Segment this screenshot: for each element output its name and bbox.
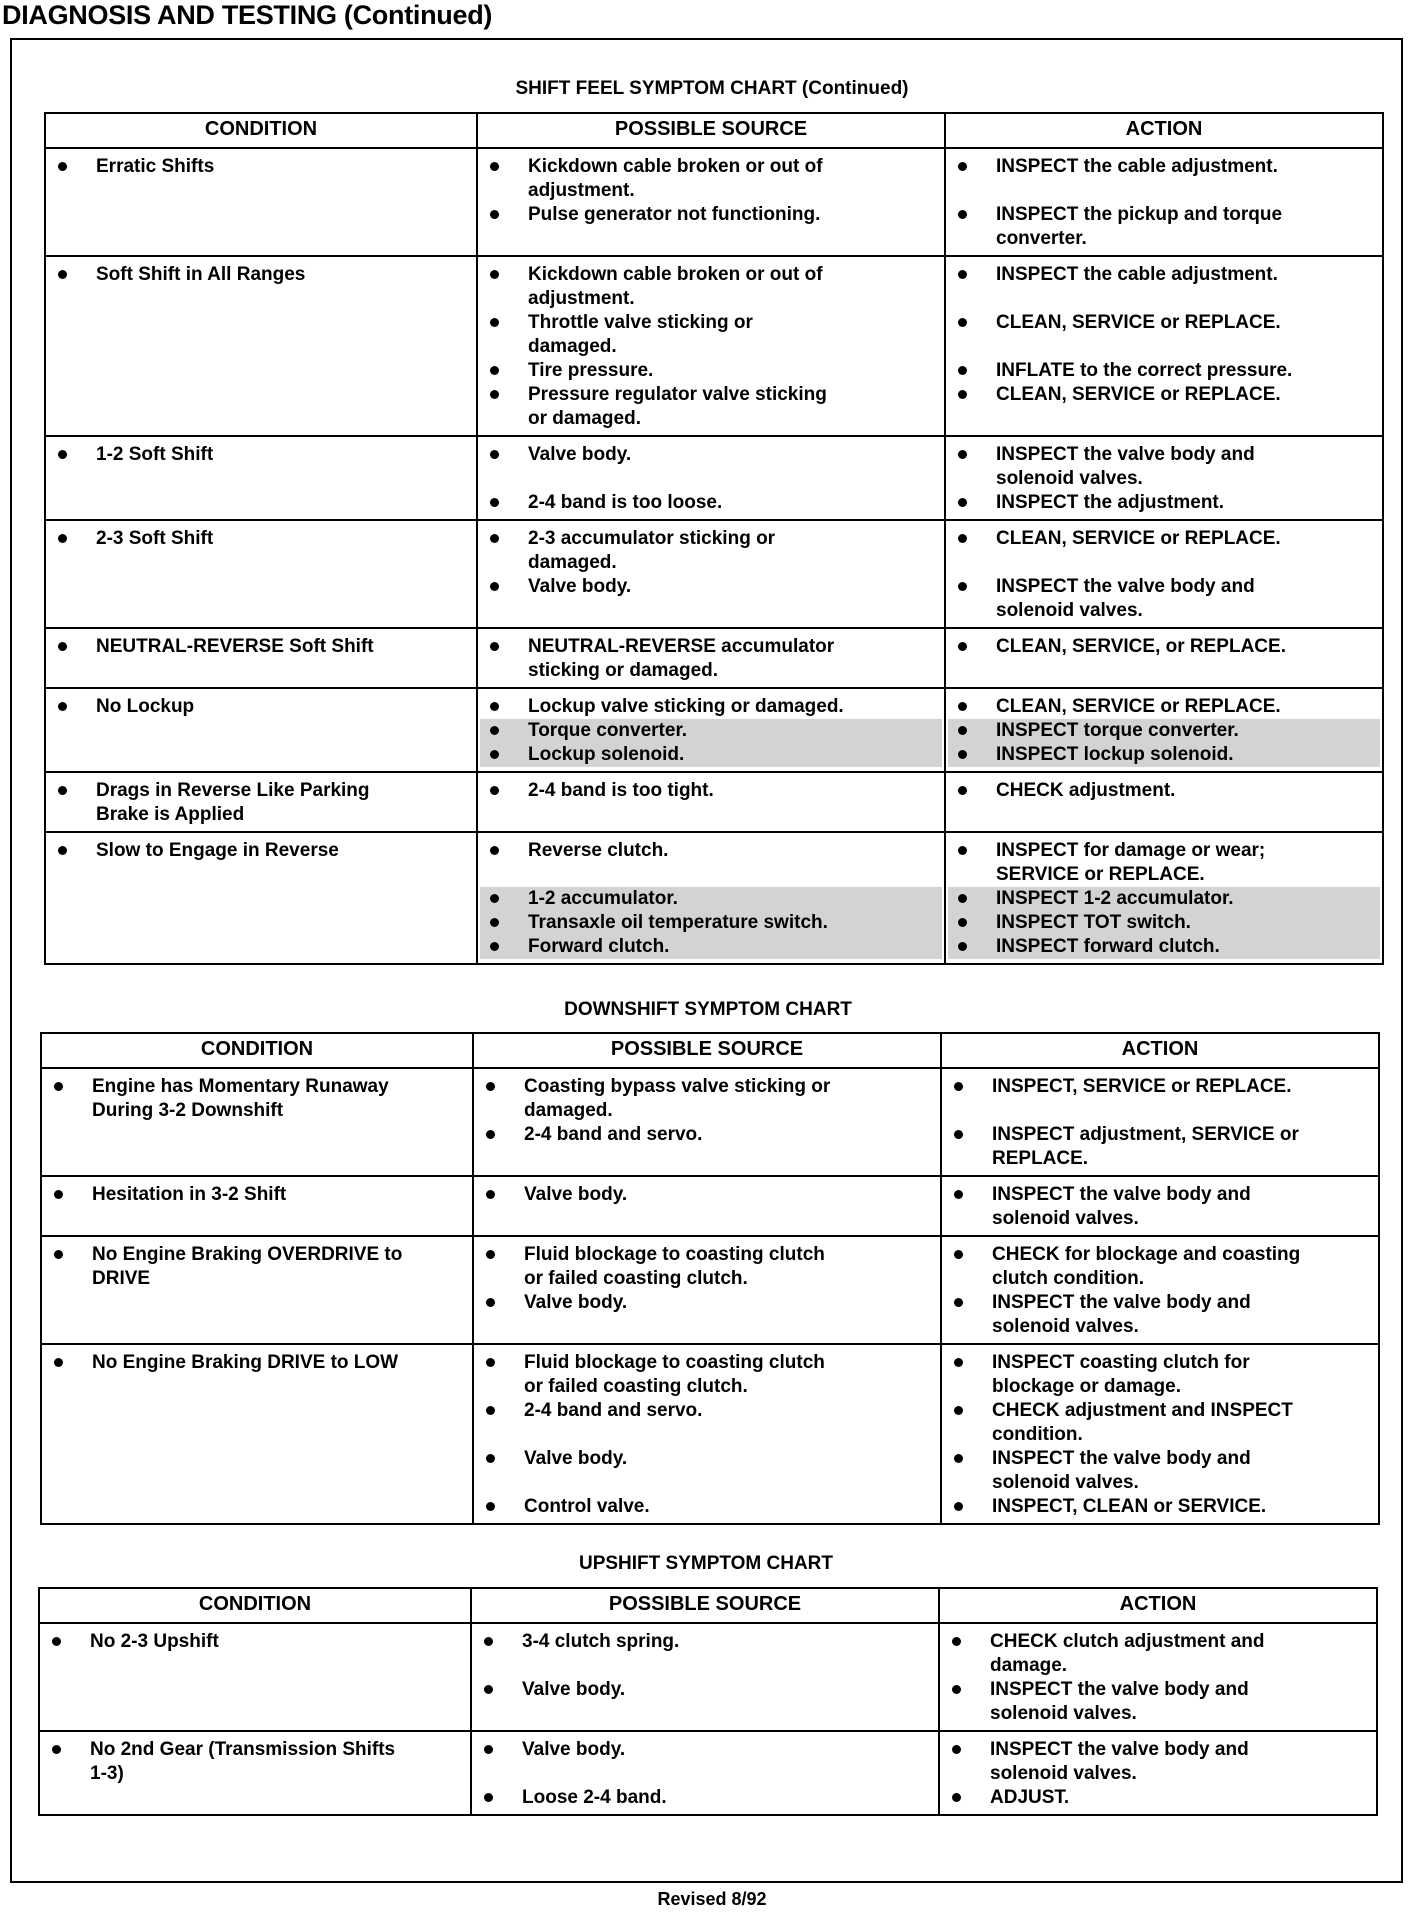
spacer (954, 335, 1374, 359)
action-item: CLEAN, SERVICE or REPLACE. (954, 311, 1374, 335)
action-item: INSPECT adjustment, SERVICE or REPLACE. (950, 1123, 1370, 1171)
condition-cell (41, 1236, 473, 1344)
source-item: Forward clutch. (480, 935, 942, 959)
action-item: INSPECT TOT switch. (948, 911, 1380, 935)
action-cell (945, 688, 1383, 772)
possible-source-cell (477, 520, 945, 628)
source-item: Throttle valve sticking or damaged. (486, 311, 936, 359)
action-item: CHECK for blockage and coasting clutch condition. (950, 1243, 1370, 1291)
source-item: NEUTRAL-REVERSE accumulator sticking or damaged. (486, 635, 936, 683)
condition-cell (45, 436, 477, 520)
action-item: CLEAN, SERVICE or REPLACE. (954, 527, 1374, 551)
condition-item: No 2nd Gear (Transmission Shifts 1-3) (48, 1738, 462, 1786)
possible-source-header: POSSIBLE SOURCE (471, 1588, 939, 1623)
action-item: INSPECT the adjustment. (954, 491, 1374, 515)
condition-item: NEUTRAL-REVERSE Soft Shift (54, 635, 468, 659)
condition-cell (45, 256, 477, 436)
downshift-table (40, 1032, 1380, 1525)
possible-source-cell (473, 1176, 941, 1236)
table-row (45, 628, 1383, 688)
action-cell (945, 148, 1383, 256)
upshift-table (38, 1587, 1378, 1816)
condition-cell (45, 688, 477, 772)
possible-source-cell (477, 436, 945, 520)
table-row (45, 436, 1383, 520)
action-cell (945, 832, 1383, 964)
upshift-chart-title: UPSHIFT SYMPTOM CHART (578, 1553, 834, 1574)
possible-source-cell (477, 832, 945, 964)
spacer (486, 467, 936, 491)
action-item: INSPECT the cable adjustment. (954, 155, 1374, 179)
source-item: 2-3 accumulator sticking or damaged. (486, 527, 936, 575)
condition-cell (45, 832, 477, 964)
spacer (482, 1423, 932, 1447)
source-item: 2-4 band and servo. (482, 1399, 932, 1423)
table-row (41, 1068, 1379, 1176)
possible-source-cell (473, 1068, 941, 1176)
table-row (39, 1623, 1377, 1731)
action-item: INSPECT the valve body and solenoid valves. (954, 443, 1374, 491)
condition-cell (45, 628, 477, 688)
action-item: INFLATE to the correct pressure. (954, 359, 1374, 383)
source-item: Torque converter. (480, 719, 942, 743)
source-item: 2-4 band is too loose. (486, 491, 936, 515)
action-item: INSPECT the valve body and solenoid valves. (948, 1678, 1368, 1726)
condition-item: Drags in Reverse Like Parking Brake is Applied (54, 779, 468, 827)
action-cell (945, 256, 1383, 436)
table-row (45, 520, 1383, 628)
action-item: INSPECT the valve body and solenoid valves. (950, 1447, 1370, 1495)
action-item: INSPECT the pickup and torque converter. (954, 203, 1374, 251)
condition-item: Engine has Momentary Runaway During 3-2 Downshift (50, 1075, 464, 1123)
condition-cell (41, 1068, 473, 1176)
spacer (486, 863, 936, 887)
spacer (954, 551, 1374, 575)
action-item: CLEAN, SERVICE, or REPLACE. (954, 635, 1374, 659)
possible-source-header: POSSIBLE SOURCE (473, 1033, 941, 1068)
spacer (480, 1762, 930, 1786)
action-cell (939, 1623, 1377, 1731)
source-item: Valve body. (486, 443, 936, 467)
action-header: ACTION (945, 113, 1383, 148)
action-item: INSPECT the valve body and solenoid valves. (954, 575, 1374, 623)
spacer (950, 1099, 1370, 1123)
source-item: Valve body. (482, 1183, 932, 1207)
spacer (482, 1471, 932, 1495)
source-item: Control valve. (482, 1495, 932, 1519)
possible-source-cell (473, 1344, 941, 1524)
page-title: DIAGNOSIS AND TESTING (Continued) (2, 0, 493, 30)
condition-cell (39, 1623, 471, 1731)
action-item: CHECK adjustment. (954, 779, 1374, 803)
source-item: Coasting bypass valve sticking or damaged. (482, 1075, 932, 1123)
source-item: Tire pressure. (486, 359, 936, 383)
spacer (954, 287, 1374, 311)
action-item: CLEAN, SERVICE or REPLACE. (954, 383, 1374, 407)
source-item: Fluid blockage to coasting clutch or failed coasting clutch. (482, 1351, 932, 1399)
source-item: Pressure regulator valve sticking or damaged. (486, 383, 936, 431)
condition-header: CONDITION (41, 1033, 473, 1068)
possible-source-cell (477, 148, 945, 256)
action-item: INSPECT torque converter. (948, 719, 1380, 743)
action-item: INSPECT the valve body and solenoid valves. (950, 1183, 1370, 1231)
possible-source-cell (477, 628, 945, 688)
shift-feel-chart-title: SHIFT FEEL SYMPTOM CHART (Continued) (515, 78, 909, 99)
action-header: ACTION (941, 1033, 1379, 1068)
condition-item: 2-3 Soft Shift (54, 527, 468, 551)
action-item: INSPECT for damage or wear; SERVICE or REPLACE. (954, 839, 1374, 887)
source-item: 2-4 band and servo. (482, 1123, 932, 1147)
condition-cell (39, 1731, 471, 1815)
condition-item: Soft Shift in All Ranges (54, 263, 468, 287)
source-item: 2-4 band is too tight. (486, 779, 936, 803)
possible-source-cell (471, 1731, 939, 1815)
condition-item: No Engine Braking OVERDRIVE to DRIVE (50, 1243, 464, 1291)
condition-item: Erratic Shifts (54, 155, 468, 179)
source-item: Lockup valve sticking or damaged. (486, 695, 936, 719)
action-cell (945, 520, 1383, 628)
action-cell (941, 1344, 1379, 1524)
action-item: INSPECT coasting clutch for blockage or damage. (950, 1351, 1370, 1399)
action-item: INSPECT the cable adjustment. (954, 263, 1374, 287)
source-item: Lockup solenoid. (480, 743, 942, 767)
action-item: INSPECT forward clutch. (948, 935, 1380, 959)
revision-note: Revised 8/92 (657, 1889, 767, 1909)
action-cell (945, 772, 1383, 832)
condition-item: No Engine Braking DRIVE to LOW (50, 1351, 464, 1375)
source-item: Reverse clutch. (486, 839, 936, 863)
action-item: INSPECT lockup solenoid. (948, 743, 1380, 767)
action-cell (945, 436, 1383, 520)
source-item: Valve body. (486, 575, 936, 599)
source-item: 3-4 clutch spring. (480, 1630, 930, 1654)
condition-header: CONDITION (39, 1588, 471, 1623)
action-cell (941, 1176, 1379, 1236)
action-item: INSPECT 1-2 accumulator. (948, 887, 1380, 911)
condition-cell (45, 520, 477, 628)
action-item: CLEAN, SERVICE or REPLACE. (954, 695, 1374, 719)
spacer (954, 179, 1374, 203)
action-item: CHECK clutch adjustment and damage. (948, 1630, 1368, 1678)
downshift-chart-title: DOWNSHIFT SYMPTOM CHART (564, 999, 852, 1020)
condition-item: 1-2 Soft Shift (54, 443, 468, 467)
action-item: INSPECT, SERVICE or REPLACE. (950, 1075, 1370, 1099)
action-item: INSPECT the valve body and solenoid valves. (950, 1291, 1370, 1339)
table-row (45, 772, 1383, 832)
action-cell (941, 1068, 1379, 1176)
action-item: CHECK adjustment and INSPECT condition. (950, 1399, 1370, 1447)
condition-cell (45, 772, 477, 832)
condition-item: No Lockup (54, 695, 468, 719)
possible-source-cell (477, 688, 945, 772)
condition-cell (41, 1344, 473, 1524)
action-header: ACTION (939, 1588, 1377, 1623)
source-item: Kickdown cable broken or out of adjustment. (486, 263, 936, 311)
table-row (45, 832, 1383, 964)
table-row (45, 688, 1383, 772)
table-row (45, 148, 1383, 256)
condition-cell (45, 148, 477, 256)
source-item: Valve body. (480, 1678, 930, 1702)
source-item: Loose 2-4 band. (480, 1786, 930, 1810)
source-item: Valve body. (482, 1291, 932, 1315)
source-item: Kickdown cable broken or out of adjustment. (486, 155, 936, 203)
source-item: Pulse generator not functioning. (486, 203, 936, 227)
action-cell (945, 628, 1383, 688)
condition-item: Slow to Engage in Reverse (54, 839, 468, 863)
shift-feel-table (44, 112, 1384, 965)
condition-item: No 2-3 Upshift (48, 1630, 462, 1654)
table-row (39, 1731, 1377, 1815)
possible-source-cell (477, 772, 945, 832)
action-cell (941, 1236, 1379, 1344)
source-item: Fluid blockage to coasting clutch or failed coasting clutch. (482, 1243, 932, 1291)
source-item: Transaxle oil temperature switch. (480, 911, 942, 935)
possible-source-header: POSSIBLE SOURCE (477, 113, 945, 148)
action-cell (939, 1731, 1377, 1815)
table-row (45, 256, 1383, 436)
source-item: Valve body. (482, 1447, 932, 1471)
table-row (41, 1176, 1379, 1236)
action-item: INSPECT, CLEAN or SERVICE. (950, 1495, 1370, 1519)
condition-cell (41, 1176, 473, 1236)
source-item: Valve body. (480, 1738, 930, 1762)
condition-header: CONDITION (45, 113, 477, 148)
action-item: ADJUST. (948, 1786, 1368, 1810)
action-item: INSPECT the valve body and solenoid valves. (948, 1738, 1368, 1786)
source-item: 1-2 accumulator. (480, 887, 942, 911)
spacer (480, 1654, 930, 1678)
possible-source-cell (477, 256, 945, 436)
possible-source-cell (471, 1623, 939, 1731)
condition-item: Hesitation in 3-2 Shift (50, 1183, 464, 1207)
table-row (41, 1344, 1379, 1524)
possible-source-cell (473, 1236, 941, 1344)
table-row (41, 1236, 1379, 1344)
